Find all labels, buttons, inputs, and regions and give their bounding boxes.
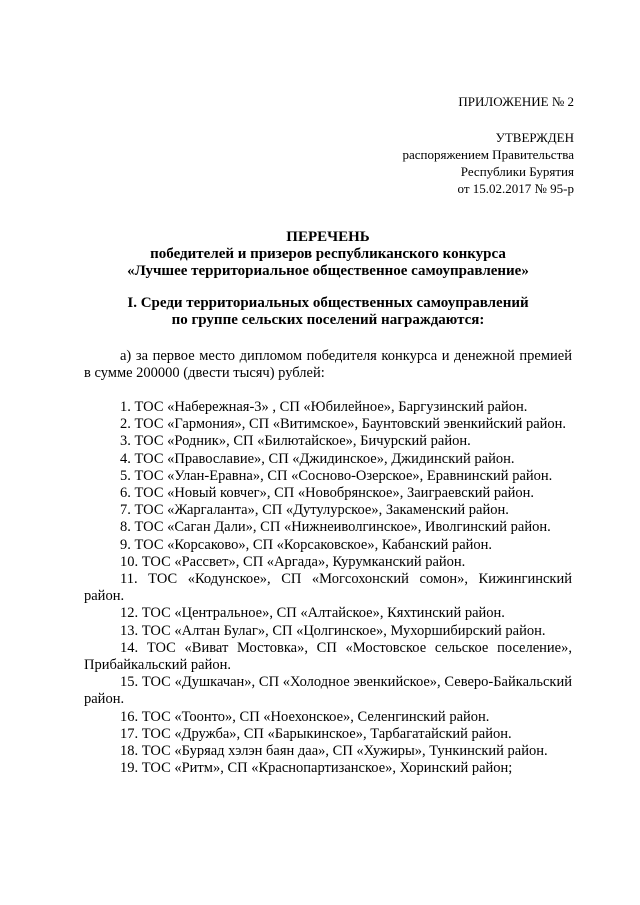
winners-list	[84, 399, 572, 777]
list-item: 15. ТОС «Душкачан», СП «Холодное эвенкийское», Северо-Байкальский район.	[84, 674, 572, 708]
list-item: 13. ТОС «Алтан Булаг», СП «Цолгинское», Мухоршибирский район.	[120, 622, 546, 639]
list-item: 5. ТОС «Улан-Еравна», СП «Сосново-Озерское», Еравнинский район.	[120, 467, 553, 484]
title-line-1: ПЕРЕЧЕНЬ	[286, 229, 370, 245]
title-line-3: «Лучшее территориальное общественное самоуправление»	[127, 263, 529, 279]
list-item: 16. ТОС «Тоонто», СП «Ноехонское», Селенгинский район.	[120, 708, 490, 725]
list-item: 4. ТОС «Православие», СП «Джидинское», Джидинский район.	[120, 450, 515, 467]
document-title	[84, 229, 572, 280]
list-item: 11. ТОС «Кодунское», СП «Могсохонский сомон», Кижингинский район.	[84, 571, 572, 605]
list-item: 9. ТОС «Корсаково», СП «Корсаковское», Кабанский район.	[120, 536, 493, 553]
approval-line-1: распоряжением Правительства	[402, 147, 574, 162]
approved-label: УТВЕРЖДЕН	[495, 130, 574, 145]
approval-line-2: Республики Бурятия	[460, 164, 574, 179]
list-item: 2. ТОС «Гармония», СП «Витимское», Баунтовский эвенкийский район.	[120, 416, 567, 433]
list-item: 12. ТОС «Центральное», СП «Алтайское», Кяхтинский район.	[120, 605, 505, 622]
intro-paragraph: а) за первое место дипломом победителя конкурса и денежной премией в сумме 200000 (двести тысяч) рублей:	[84, 348, 572, 381]
list-item: 17. ТОС «Дружба», СП «Барыкинское», Тарбагатайский район.	[120, 725, 512, 742]
list-item: 8. ТОС «Саган Дали», СП «Нижнеиволгинское», Иволгинский район.	[120, 519, 551, 536]
appendix-number: ПРИЛОЖЕНИЕ № 2	[458, 94, 574, 109]
approval-date: от 15.02.2017 № 95-р	[457, 181, 574, 196]
list-item: 19. ТОС «Ритм», СП «Краснопартизанское», Хоринский район;	[120, 760, 513, 777]
list-item: 18. ТОС «Буряад хэлэн баян даа», СП «Хужиры», Тункинский район.	[120, 743, 548, 760]
section-heading	[84, 295, 572, 329]
title-line-2: победителей и призеров республиканского конкурса	[150, 246, 506, 262]
section-line-2: по группе сельских поселений награждаются:	[171, 312, 485, 328]
list-item: 14. ТОС «Виват Мостовка», СП «Мостовское сельское поселение», Прибайкальский район.	[84, 639, 572, 674]
list-item: 1. ТОС «Набережная-3» , СП «Юбилейное», Баргузинский район.	[120, 399, 528, 415]
list-item: 6. ТОС «Новый ковчег», СП «Новобрянское», Заиграевский район.	[120, 485, 534, 502]
section-line-1: I. Среди территориальных общественных самоуправлений	[127, 295, 529, 311]
list-item: 7. ТОС «Жаргаланта», СП «Дутулурское», Закаменский район.	[120, 502, 509, 519]
approval-stamp	[402, 93, 574, 197]
list-item: 3. ТОС «Родник», СП «Билютайское», Бичурский район.	[120, 433, 471, 450]
list-item: 10. ТОС «Рассвет», СП «Аргада», Курумканский район.	[120, 553, 466, 570]
